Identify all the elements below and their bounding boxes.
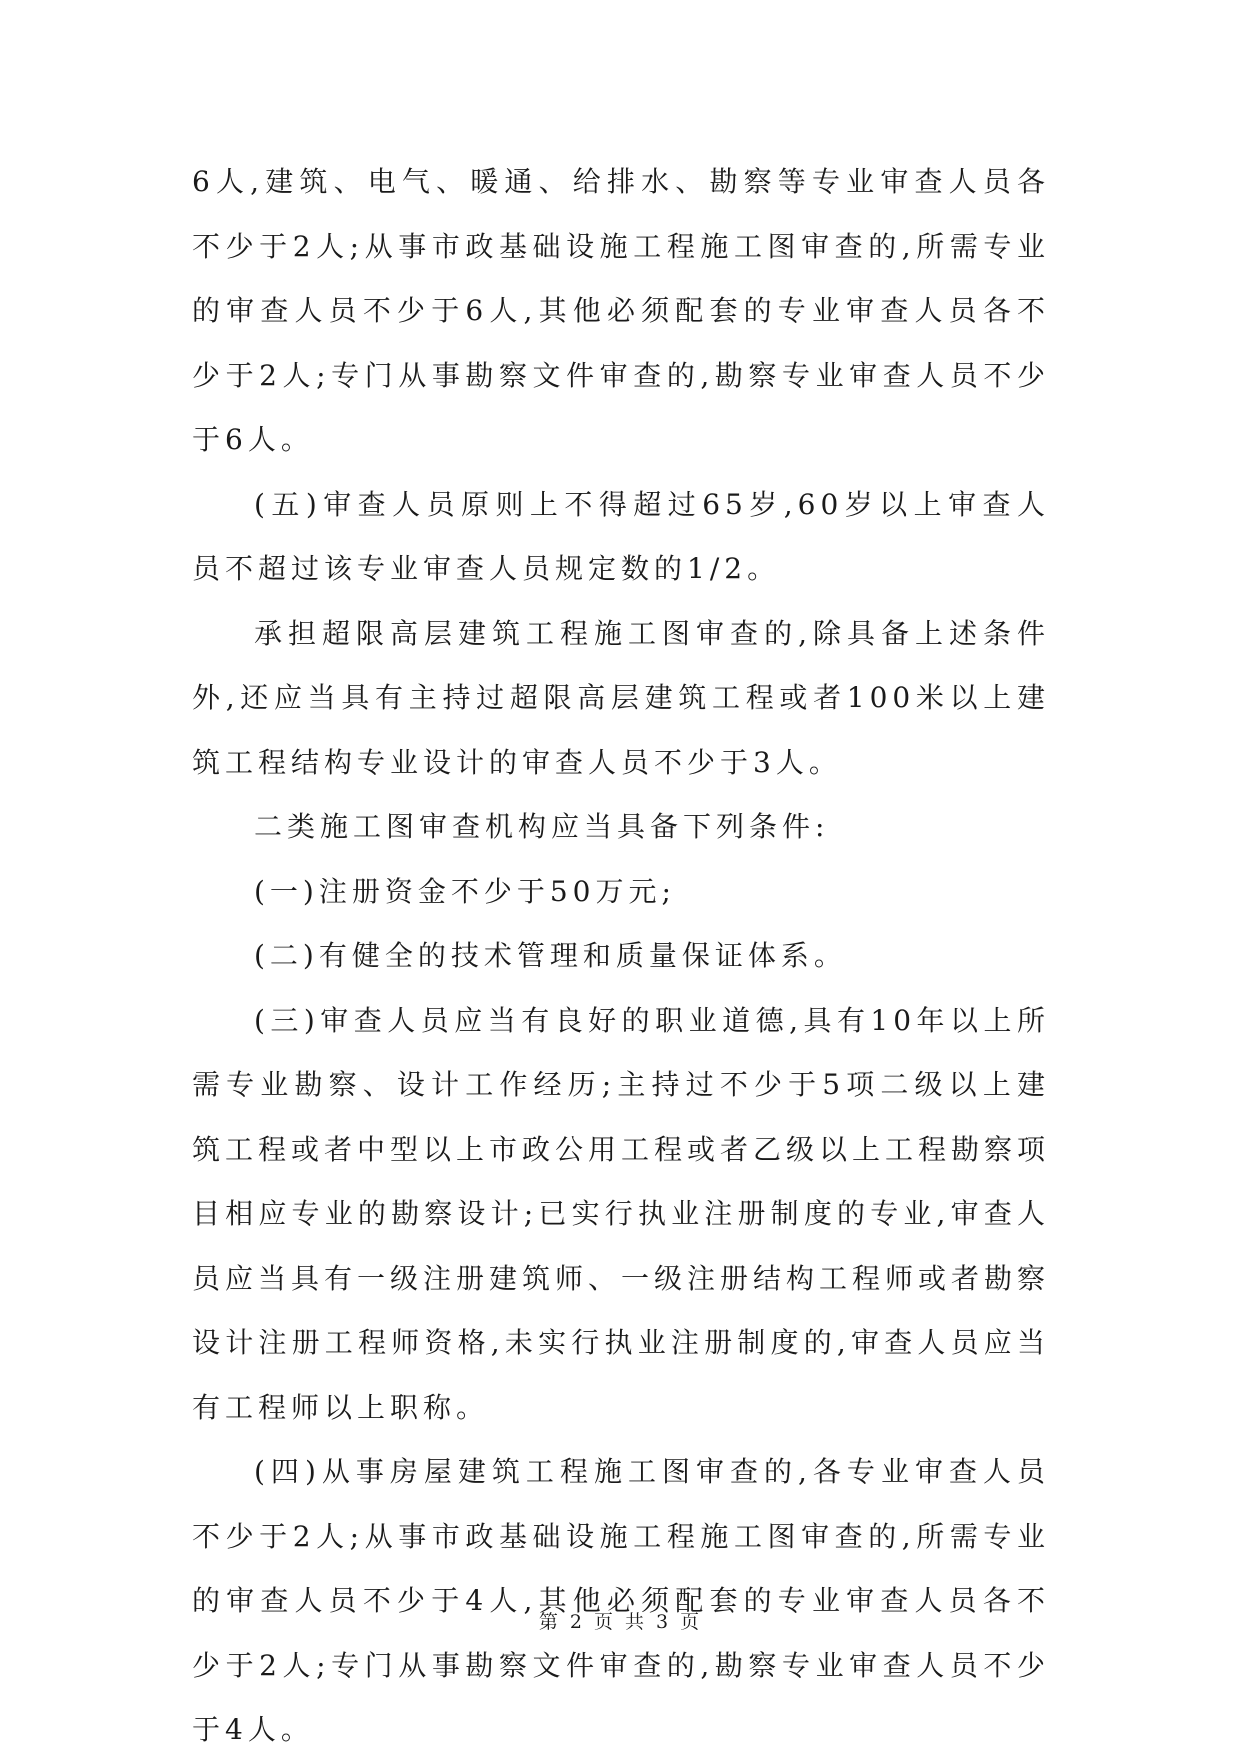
document-body	[192, 150, 1050, 1763]
paragraph-5: (一)注册资金不少于50万元;	[254, 874, 676, 908]
paragraph-1: 6人,建筑、电气、暖通、给排水、勘察等专业审查人员各不少于2人;从事市政基础设施工程施工图审查的,所需专业的审查人员不少于6人,其他必须配套的专业审查人员各不少于2人;专门从事勘察文件审查的,勘察专业审查人员不少于6人。	[192, 165, 1050, 456]
paragraph-8: (四)从事房屋建筑工程施工图审查的,各专业审查人员不少于2人;从事市政基础设施工程施工图审查的,所需专业的审查人员不少于4人,其他必须配套的专业审查人员各不少于2人;专门从事勘察文件审查的,勘察专业审查人员不少于4人。	[192, 1455, 1050, 1746]
paragraph-7: (三)审查人员应当有良好的职业道德,具有10年以上所需专业勘察、设计工作经历;主持过不少于5项二级以上建筑工程或者中型以上市政公用工程或者乙级以上工程勘察项目相应专业的勘察设计;已实行执业注册制度的专业,审查人员应当具有一级注册建筑师、一级注册结构工程师或者勘察设计注册工程师资格,未实行执业注册制度的,审查人员应当有工程师以上职称。	[192, 1003, 1051, 1424]
paragraph-3: 承担超限高层建筑工程施工图审查的,除具备上述条件外,还应当具有主持过超限高层建筑工程或者100米以上建筑工程结构专业设计的审查人员不少于3人。	[192, 616, 1050, 779]
paragraph-2: (五)审查人员原则上不得超过65岁,60岁以上审查人员不超过该专业审查人员规定数的1/2。	[192, 487, 1050, 585]
page-number-footer: 第 2 页 共 3 页	[538, 1611, 703, 1633]
paragraph-6: (二)有健全的技术管理和质量保证体系。	[254, 939, 847, 972]
paragraph-4: 二类施工图审查机构应当具备下列条件:	[254, 810, 830, 843]
